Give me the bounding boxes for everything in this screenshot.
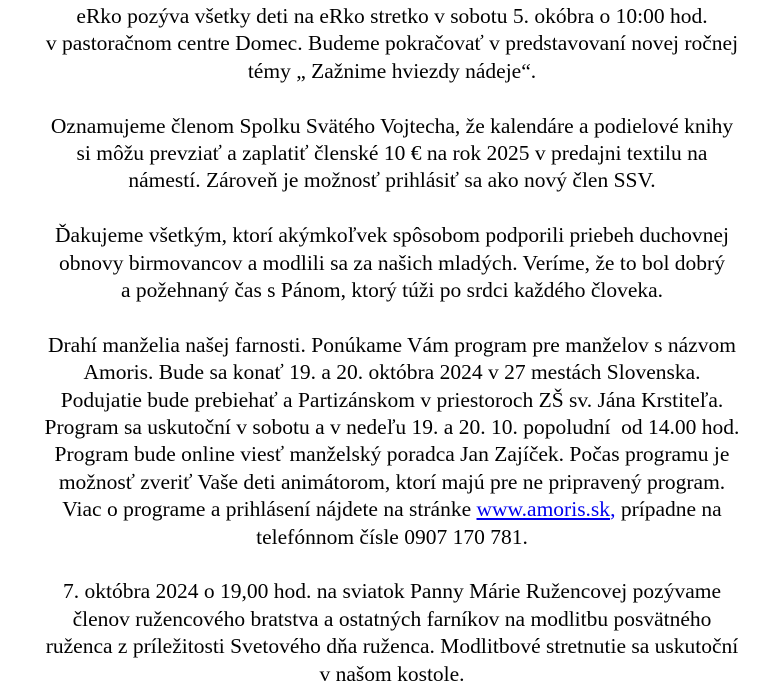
paragraph-spolok-sv-vojtecha bbox=[4, 113, 780, 195]
text-line: členov ružencového bratstva a ostatných farníkov na modlitbu posvätného bbox=[72, 606, 712, 631]
text-line: ruženca z príležitosti Svetového dňa ruženca. Modlitbové stretnutie sa uskutoční bbox=[45, 634, 739, 659]
link-comma: , bbox=[610, 497, 616, 522]
paragraph-ruzencove-bratstvo bbox=[4, 578, 780, 688]
text-line: témy „ Zažnime hviezdy nádeje“. bbox=[247, 58, 537, 83]
text-line-with-link bbox=[4, 496, 780, 523]
text-line: v pastoračnom centre Domec. Budeme pokračovať v predstavovaní novej ročnej bbox=[45, 31, 739, 56]
paragraph-erko-stretko bbox=[4, 3, 780, 85]
text-line: a požehnaný čas s Pánom, ktorý túži po srdci každého človeka. bbox=[120, 278, 664, 303]
text-line: Amoris. Bude sa konať 19. a 20. októbra 2024 v 27 mestách Slovenska. bbox=[83, 360, 701, 385]
text-line: eRko pozýva všetky deti na eRko stretko v sobotu 5. okóbra o 10:00 hod. bbox=[76, 4, 708, 28]
text-line: možnosť zveriť Vaše deti animátorom, ktorí majú pre ne pripravený program. bbox=[58, 469, 726, 494]
text-line: 7. októbra 2024 o 19,00 hod. na sviatok Panny Márie Ružencovej pozývame bbox=[63, 579, 721, 604]
text-line: Oznamujeme členom Spolku Svätého Vojtecha, že kalendáre a podielové knihy bbox=[50, 113, 734, 138]
text-line: v našom kostole. bbox=[319, 661, 465, 686]
paragraph-podakovanie-birmovanci bbox=[4, 222, 780, 304]
text-line: Program sa uskutoční v sobotu a v nedeľu 19. a 20. 10. popoludní od 14.00 hod. bbox=[44, 415, 740, 440]
text-line: si môžu prevziať a zaplatiť členské 10 € na rok 2025 v predajni textilu na bbox=[76, 141, 708, 166]
text-line: Podujatie bude prebiehať a Partizánskom v priestoroch ZŠ sv. Jána Krstiteľa. bbox=[60, 387, 724, 412]
text-line: telefónnom čísle 0907 170 781. bbox=[256, 524, 528, 549]
amoris-link[interactable]: www.amoris.sk bbox=[476, 497, 611, 522]
text-line: Program bude online viesť manželský poradca Jan Zajíček. Počas programu je bbox=[54, 442, 730, 467]
paragraph-amoris-program bbox=[4, 332, 780, 551]
text-line: Ďakujeme všetkým, ktorí akýmkoľvek spôsobom podporili priebeh duchovnej bbox=[55, 223, 729, 248]
link-line-prefix: Viac o programe a prihlásení nájdete na stránke bbox=[62, 497, 477, 522]
text-line: obnovy birmovancov a modlili sa za našich mladých. Veríme, že to bol dobrý bbox=[59, 250, 725, 275]
text-line: námestí. Zároveň je možnosť prihlásiť sa ako nový člen SSV. bbox=[128, 168, 656, 193]
text-line: Drahí manželia našej farnosti. Ponúkame Vám program pre manželov s názvom bbox=[48, 332, 736, 357]
link-line-suffix: prípadne na bbox=[615, 497, 722, 522]
